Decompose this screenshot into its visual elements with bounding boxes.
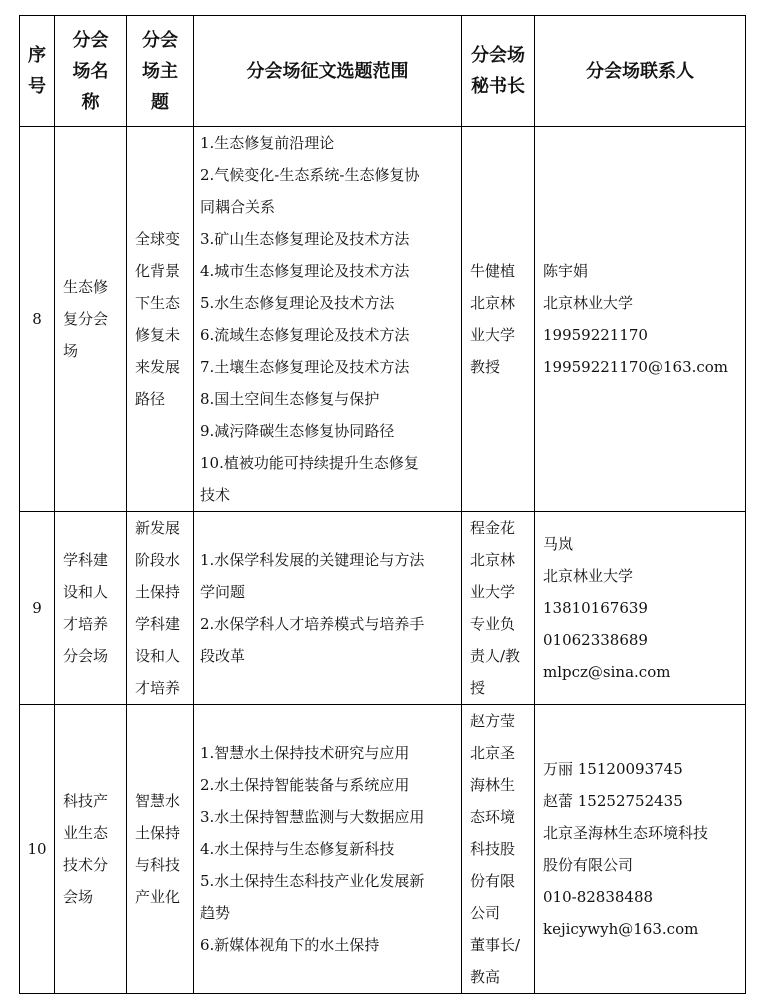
header-num: 序 号 — [20, 16, 55, 127]
header-sec: 分会场 秘书长 — [462, 16, 535, 127]
header-contact: 分会场联系人 — [535, 16, 746, 127]
session-topics: 1.生态修复前沿理论 2.气候变化-生态系统-生态修复协 同耦合关系 3.矿山生态修复理论及技术方法 4.城市生态修复理论及技术方法 5.水生态修复理论及技术方法 6.流域生态修复理论及技术方法 7.土壤生态修复理论及技术方法 8.国土空间生态修复与保护 9.减污降碳生态修复协同路径 10.植被功能可持续提升生态修复 技术 — [194, 127, 462, 512]
session-secretary: 牛健植 北京林 业大学 教授 — [462, 127, 535, 512]
session-name: 生态修 复分会 场 — [55, 127, 127, 512]
session-topics: 1.智慧水土保持技术研究与应用 2.水土保持智能装备与系统应用 3.水土保持智慧监测与大数据应用 4.水土保持与生态修复新科技 5.水土保持生态科技产业化发展新 趋势 6.新媒体视角下的水土保持 — [194, 705, 462, 994]
header-name: 分会 场名 称 — [55, 16, 127, 127]
session-theme: 全球变 化背景 下生态 修复未 来发展 路径 — [127, 127, 194, 512]
session-theme: 智慧水 土保持 与科技 产业化 — [127, 705, 194, 994]
session-contact: 陈宇娟 北京林业大学 19959221170 19959221170@163.com — [535, 127, 746, 512]
session-contact: 马岚 北京林业大学 13810167639 01062338689 mlpcz@sina.com — [535, 512, 746, 705]
session-topics: 1.水保学科发展的关键理论与方法 学问题 2.水保学科人才培养模式与培养手 段改革 — [194, 512, 462, 705]
session-secretary: 赵方莹 北京圣 海林生 态环境 科技股 份有限 公司 董事长/ 教高 — [462, 705, 535, 994]
row-num: 9 — [20, 512, 55, 705]
session-contact: 万丽 15120093745 赵蕾 15252752435 北京圣海林生态环境科技 股份有限公司 010-82838488 kejicywyh@163.com — [535, 705, 746, 994]
session-secretary: 程金花 北京林 业大学 专业负 责人/教 授 — [462, 512, 535, 705]
session-theme: 新发展 阶段水 土保持 学科建 设和人 才培养 — [127, 512, 194, 705]
table-row — [20, 705, 746, 994]
contact-email: 19959221170@163.com — [543, 358, 729, 376]
header-topics: 分会场征文选题范围 — [194, 16, 462, 127]
header-theme: 分会 场主 题 — [127, 16, 194, 127]
sessions-table — [19, 15, 746, 994]
session-name: 科技产 业生态 技术分 会场 — [55, 705, 127, 994]
session-name: 学科建 设和人 才培养 分会场 — [55, 512, 127, 705]
contact-email: kejicywyh@163.com — [543, 920, 699, 938]
row-num: 8 — [20, 127, 55, 512]
table-row — [20, 127, 746, 512]
contact-email: mlpcz@sina.com — [543, 663, 671, 681]
row-num: 10 — [20, 705, 55, 994]
table-row — [20, 512, 746, 705]
header-row — [20, 16, 746, 127]
